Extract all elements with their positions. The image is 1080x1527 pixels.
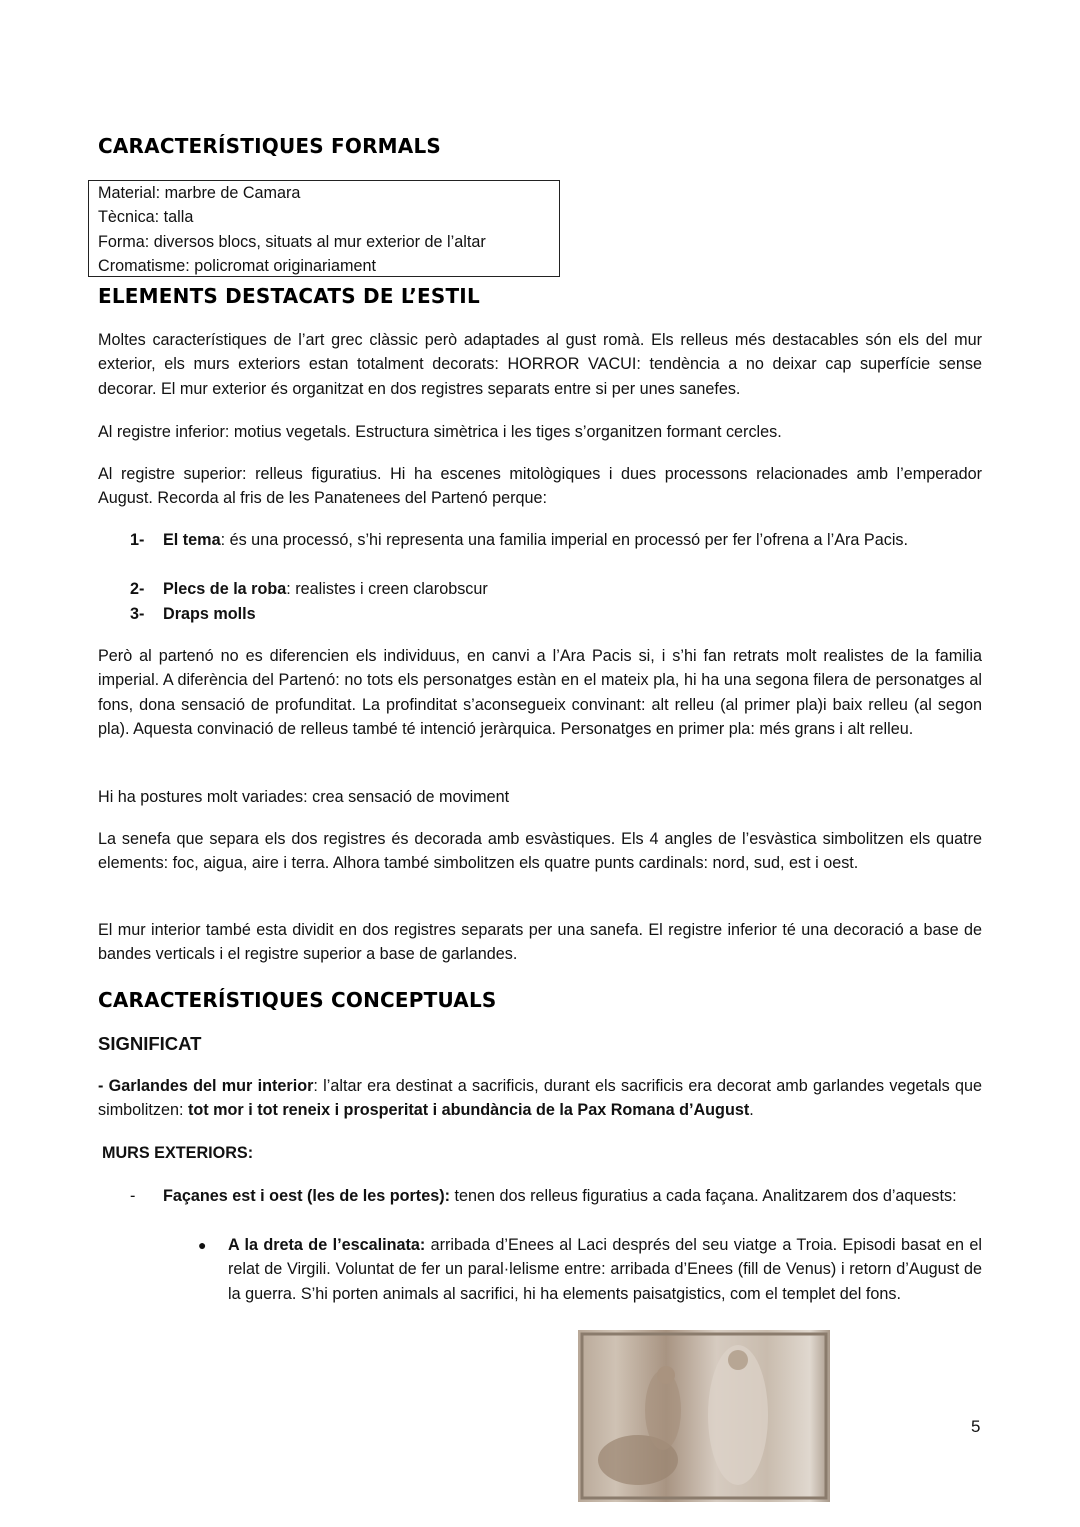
list-text: : realistes i creen clarobscur (286, 580, 488, 598)
paragraph-7: El mur interior també esta dividit en dos registres separats per una sanefa. El registre inferior té una decoració a base de bandes verticals i el registre superior a base de garlandes. (98, 921, 982, 964)
facanes-bold: Façanes est i oest (les de les portes): (163, 1187, 450, 1205)
paragraph-6: La senefa que separa els dos registres és decorada amb esvàstiques. Els 4 angles de l’esvàstica simbolitzen els quatre elements: foc, aigua, aire i terra. Alhora també simbolitzen els quatre punts cardinals: nord, sud, est i oest. (98, 830, 982, 873)
list-item (130, 577, 982, 601)
list-item (130, 602, 982, 626)
paragraph-2: Al registre inferior: motius vegetals. Estructura simètrica i les tiges s’organitzen formant cercles. (98, 423, 782, 441)
paragraph-5: Hi ha postures molt variades: crea sensació de moviment (98, 788, 510, 806)
heading-formal: CARACTERÍSTIQUES FORMALS (98, 134, 442, 158)
list-item (130, 528, 982, 552)
paragraph-escalinata (228, 1233, 982, 1306)
page-number: 5 (971, 1417, 981, 1436)
box-line-cromatisme: Cromatisme: policromat originariament (98, 256, 376, 275)
list-text: : és una processó, s’hi representa una familia imperial en processó per fer l’ofrena a l’Ara Pacis. (220, 531, 909, 549)
garlandes-bold-2: tot mor i tot reneix i prosperitat i abundància de la Pax Romana d’August (187, 1101, 750, 1120)
paragraph-1: Moltes característiques de l’art grec clàssic però adaptades al gust romà. Els relleus més destacables són els del mur exterior, els murs exteriors estan totalment decorats: HORROR VACUI: tendència a no deixar cap superfície sense decorar. El mur exterior és organitzat en dos registres separats entre si per unes sanefes. (98, 331, 982, 398)
escalinata-text: arribada d’Enees al Laci després del seu viatge a Troia. Episodi basat en el relat de Virgili. Voluntat de fer un paral·lelisme entre: arribada d’Enees (fill de Venus) i retorn d’August de la guerra. S’hi porten animals al sacrifici, hi ha elements paisatgistics, com el templet del fons. (228, 1236, 982, 1303)
heading-conceptual: CARACTERÍSTIQUES CONCEPTUALS (98, 988, 497, 1012)
garlandes-bold: - Garlandes del mur interior (98, 1077, 314, 1095)
paragraph-3: Al registre superior: relleus figuratius. Hi ha escenes mitològiques i dues processons relacionades amb l’emperador August. Recorda al fris de les Panatenees del Partenó perque: (98, 465, 982, 508)
heading-style: ELEMENTS DESTACATS DE L’ESTIL (98, 284, 480, 308)
bullet-icon: ● (198, 1237, 207, 1253)
list-bold: El tema (163, 531, 221, 549)
list-bold: Plecs de la roba (163, 580, 287, 598)
garlandes-text-2: . (749, 1101, 754, 1120)
murs-exteriors-label: MURS EXTERIORS: (102, 1144, 254, 1162)
box-line-forma: Forma: diversos blocs, situats al mur exterior de l’altar (98, 232, 486, 251)
list-bold: Draps molls (163, 605, 256, 623)
relief-illustration (578, 1330, 830, 1502)
list-number: 1- (130, 531, 145, 549)
paragraph-4: Però al partenó no es diferencien els individuus, en canvi a l’Ara Pacis si, i s’hi fan retrats molt realistes de la familia imperial. A diferència del Partenó: no tots els personatges estàn en el mateix pla, hi ha una segona filera de personatges al fons, dona sensació de profunditat. La profinditat s’aconsegueix convinant: alt relleu (al primer pla)i baix relleu (al segon pla). Aquesta convinació de relleus també té intenció jeràrquica. Personatges en primer pla: més grans i alt relleu. (98, 647, 982, 738)
subheading-significat: SIGNIFICAT (98, 1033, 202, 1054)
box-line-tecnica: Tècnica: talla (98, 208, 194, 227)
dash-marker: - (130, 1187, 136, 1205)
paragraph-garlandes (98, 1074, 982, 1123)
facanes-text: tenen dos relleus figuratius a cada façana. Analitzarem dos d’aquests: (450, 1187, 957, 1205)
box-line-material: Material: marbre de Camara (98, 184, 301, 202)
relief-photo-image (578, 1330, 830, 1502)
list-number: 3- (130, 605, 145, 623)
list-number: 2- (130, 580, 145, 598)
formal-characteristics-box (88, 180, 560, 277)
escalinata-bold: A la dreta de l’escalinata: (228, 1236, 426, 1254)
garlandes-text: : l’altar era destinat a sacrificis, durant els sacrificis era decorat amb garlandes vegetals que simbolitzen: (98, 1077, 982, 1120)
paragraph-facanes (163, 1184, 982, 1208)
